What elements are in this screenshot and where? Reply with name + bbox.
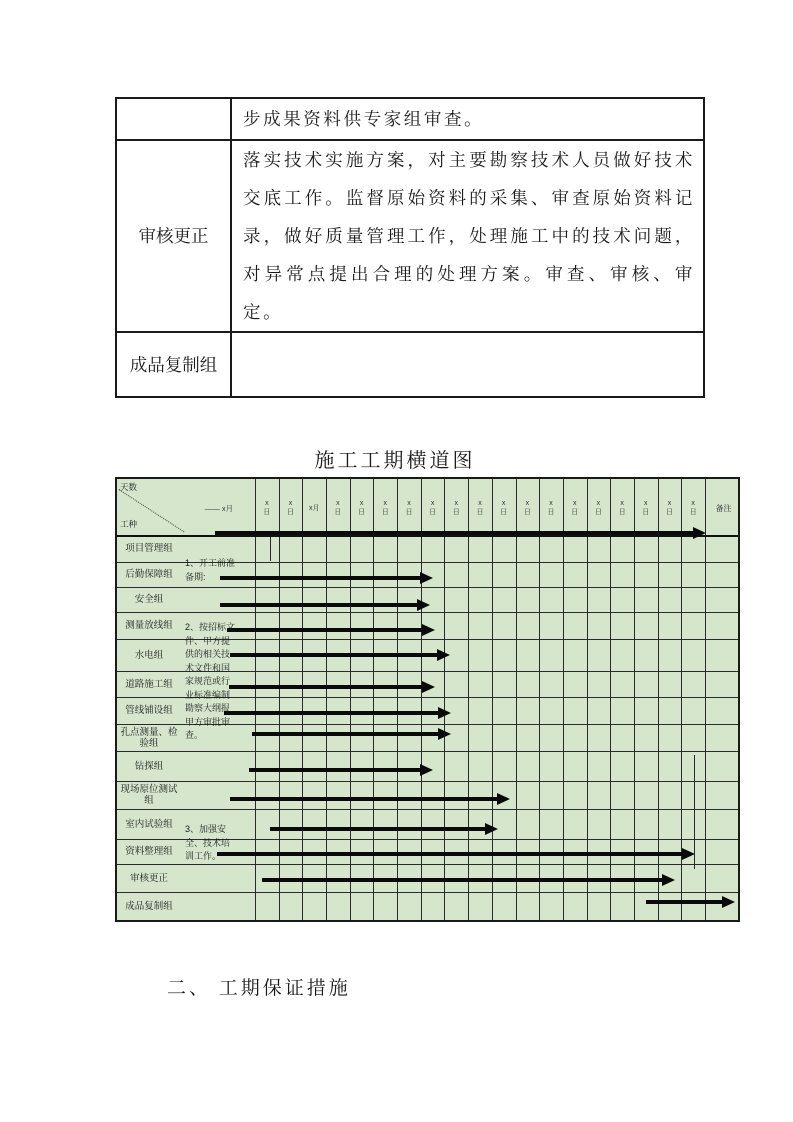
task-bar <box>217 852 683 856</box>
task-bar-arrowhead <box>438 728 451 740</box>
day-column-label: x 日 <box>500 500 508 516</box>
table-row-label: 成品复制组 <box>116 332 231 397</box>
table-row-content <box>231 332 704 397</box>
day-column-label: x 日 <box>665 500 673 516</box>
task-row-label: 管线铺设组 <box>125 705 173 716</box>
task-bar-arrowhead <box>420 572 433 584</box>
task-row-label: 水电组 <box>134 649 164 661</box>
task-bar <box>230 797 498 801</box>
task-row-label: 孔点测量、检验组 <box>120 726 178 749</box>
task-bar-arrowhead <box>693 527 706 539</box>
task-bar <box>220 603 418 607</box>
grid-hline <box>117 892 738 893</box>
task-bar-arrowhead <box>420 764 433 776</box>
task-bar-arrowhead <box>437 649 450 661</box>
side-note: 1、开工前准备期: <box>185 558 236 582</box>
day-column-label: x 日 <box>571 500 579 516</box>
day-column-label: x 日 <box>381 500 389 516</box>
task-bar-arrowhead <box>422 624 435 636</box>
task-row-label: 资料整理组 <box>125 846 173 857</box>
task-row-label: 审核更正 <box>129 872 168 884</box>
chart-title: 施工工期横道图 <box>314 450 476 472</box>
grid-hline <box>117 781 738 782</box>
day-column-label: x 日 <box>476 500 484 516</box>
task-row-label: 成品复制组 <box>125 900 173 912</box>
grid-artifact-line <box>270 535 271 561</box>
task-bar <box>215 531 694 535</box>
day-column-label: x 日 <box>594 500 602 516</box>
day-column-label: x 日 <box>642 500 650 516</box>
task-row-label: 道路施工组 <box>125 678 173 690</box>
day-column-label: x 日 <box>405 500 413 516</box>
day-column-label: x 日 <box>547 500 555 516</box>
table-row <box>116 140 704 332</box>
task-bar <box>249 768 421 772</box>
grid-hline <box>117 809 738 810</box>
table-row <box>116 332 704 397</box>
review-duties-table <box>115 97 705 398</box>
day-column-label: x 日 <box>334 500 342 516</box>
task-row-label: 安全组 <box>134 594 164 605</box>
table-row-content: 步成果资料供专家组审查。 <box>231 98 704 140</box>
side-note: 2、按招标文件、甲方提供的相关技术文件和国家规范或行业标准编制勘察大纲报甲方审批审查。 <box>185 622 236 740</box>
task-bar <box>646 900 723 904</box>
day-column-label: x月 <box>308 504 320 512</box>
task-bar <box>220 576 421 580</box>
gantt-chart <box>115 477 740 922</box>
grid-vline <box>705 479 706 920</box>
task-bar-arrowhead <box>438 707 451 719</box>
task-bar <box>224 711 439 715</box>
month-note-label: —— x月 <box>204 504 234 513</box>
grid-hline <box>117 751 738 752</box>
corner-worktype-label: 工种 <box>120 519 138 529</box>
task-row-label: 现场原位测试组 <box>120 784 178 806</box>
task-bar-arrowhead <box>662 874 675 886</box>
header-bottom-line <box>117 535 738 537</box>
task-row-label: 室内试验组 <box>125 818 173 830</box>
day-column-label: x 日 <box>429 500 437 516</box>
task-bar-arrowhead <box>417 599 430 611</box>
table-row-content: 落实技术实施方案，对主要勘察技术人员做好技术交底工作。监督原始资料的采集、审查原始资料记录，做好质量管理工作，处理施工中的技术问题，对异常点提出合理的处理方案。审查、审核、审定。 <box>231 140 704 332</box>
task-row-label: 后勤保障组 <box>125 569 173 580</box>
task-bar <box>252 732 439 736</box>
section-heading: 二、 工期保证措施 <box>167 978 351 999</box>
task-bar-arrowhead <box>497 793 510 805</box>
task-bar-arrowhead <box>722 896 735 908</box>
day-column-label: x 日 <box>452 500 460 516</box>
table-row-label <box>116 98 231 140</box>
side-note: 3、加强安全、技术培训工作。 <box>185 824 231 861</box>
task-row-label: 测量放线组 <box>125 620 173 631</box>
grid-hline <box>117 612 738 613</box>
task-bar <box>262 878 663 882</box>
task-bar <box>227 628 423 632</box>
task-row-label: 项目管理组 <box>125 543 173 554</box>
day-column-label: x 日 <box>523 500 531 516</box>
task-bar-arrowhead <box>485 823 498 835</box>
task-bar-arrowhead <box>682 848 695 860</box>
day-column-label: x 日 <box>689 500 697 516</box>
grid-hline <box>117 587 738 588</box>
task-bar <box>229 685 423 689</box>
table-row <box>116 98 704 140</box>
grid-hline <box>117 864 738 865</box>
corner-days-label: 天数 <box>120 482 138 492</box>
task-bar-arrowhead <box>422 681 435 693</box>
table-row-label: 审核更正 <box>116 140 231 332</box>
day-column-label: x 日 <box>358 500 366 516</box>
task-bar <box>230 653 438 657</box>
day-column-label: x 日 <box>263 500 271 516</box>
day-column-label: x 日 <box>618 500 626 516</box>
task-bar <box>270 827 486 831</box>
day-column-label: x 日 <box>287 500 294 516</box>
task-row-label: 钻探组 <box>134 760 164 772</box>
remarks-header: 备注 <box>715 504 732 513</box>
